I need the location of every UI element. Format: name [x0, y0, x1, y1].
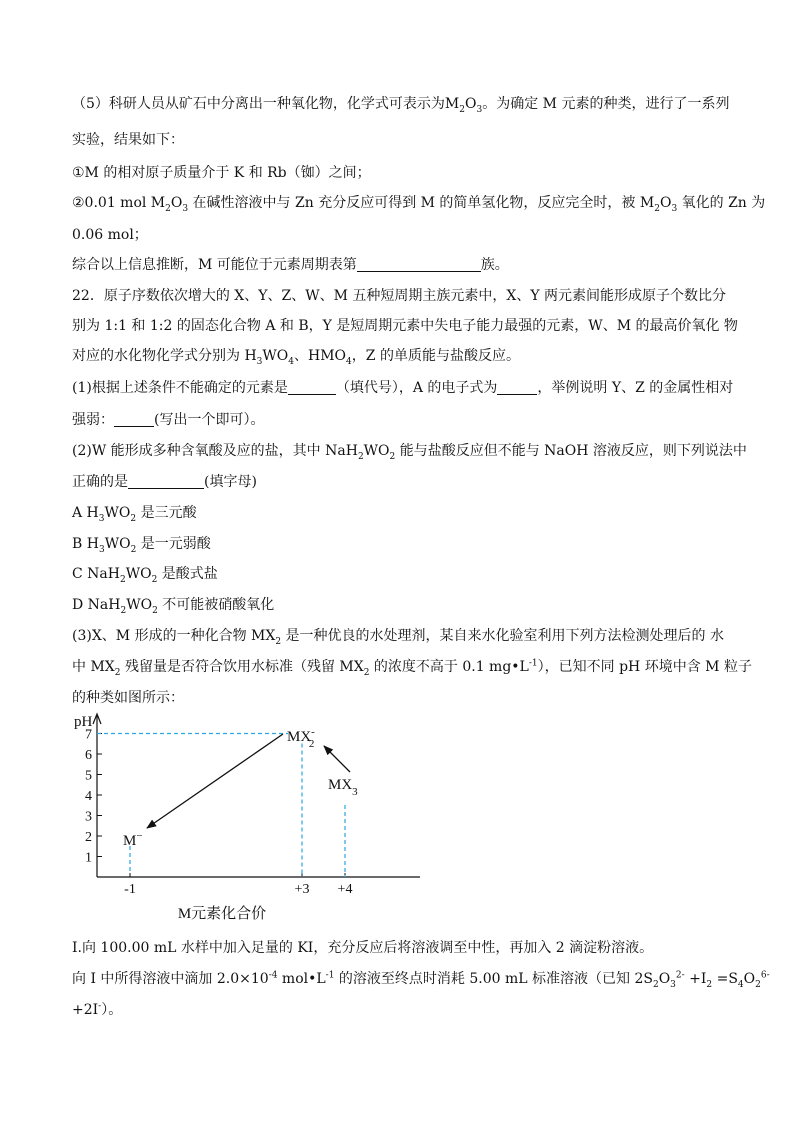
- y-tick-label: 3: [85, 809, 92, 825]
- answer-blank: [114, 425, 154, 427]
- q22-part3-line2: 中 $MX_2$ 残留量是否符合饮用水标准（残留 $MX_2$ 的浓度不高于 0.1 $mg•L^{-1}$），已知不同 pH 环境中含 M 粒子: [72, 658, 752, 678]
- step-2: 向 I 中所得溶液中滴加 $2.0\times 10^{-4}$ $mol•L^{-1}$ 的溶液至终点时消耗 5.00 mL 标准溶液（已知 $2S_2O_3^{2-} +I_2 =S_4O_2^{6-}$: [72, 970, 770, 990]
- answer-blank: [497, 393, 537, 395]
- species-label-mx3: $MX_3$: [328, 777, 358, 798]
- q22-part3: (3)X、M 形成的一种化合物 $MX_2$ 是一种优良的水处理剂，某自来水化验室利用下列方法检测处理后的 水: [72, 628, 724, 647]
- q5-item-2: ②0.01 mol $M_2O_3$ 在碱性溶液中与 Zn 充分反应可得到 M 的简单氢化物，反应完全时，被 $M_2O_3$ 氧化的 Zn 为: [72, 195, 766, 214]
- arrow-mx2-to-m: [147, 734, 283, 828]
- y-tick-label: 4: [85, 789, 92, 804]
- q22-stem-3: 对应的水化物化学式分别为 $H_3WO_4$、$HMO_4$，Z 的单质能与盐酸反应。: [72, 348, 520, 367]
- y-axis-arrow: [93, 714, 101, 724]
- y-tick-label: 7: [85, 727, 92, 743]
- q22-stem-2: 别为 1:1 和 1:2 的固态化合物 A 和 B，Y 是短周期元素中失电子能力最强的元素，W、M 的最高价氧化 物: [72, 318, 738, 334]
- y-tick-label: 1: [85, 850, 92, 866]
- option-b: B $H_3WO_2$ 是一元弱酸: [72, 536, 211, 555]
- y-tick-label: 6: [85, 748, 92, 763]
- q22-stem-1: 22．原子序数依次增大的 X、Y、Z、W、M 五种短周期主族元素中，X、Y 两元素间能形成原子个数比分: [72, 288, 727, 304]
- answer-blank: [357, 270, 481, 272]
- option-c: C $NaH_2WO_2$ 是酸式盐: [72, 566, 218, 585]
- species-label-m-minus: M−: [123, 830, 143, 849]
- q5-conclusion: 综合以上信息推断，M 可能位于元素周期表第 族。: [72, 257, 509, 273]
- q22-part3-line3: 的种类如图所示：: [72, 690, 184, 706]
- answer-blank: [288, 393, 336, 395]
- step-1: I.向 100.00 mL 水样中加入足量的 KI，充分反应后将溶液调至中性，再加入 2 滴淀粉溶液。: [72, 940, 654, 956]
- species-label-mx2-minus: MX-2: [287, 726, 315, 750]
- arrow-mx3-to-mx2: [324, 746, 350, 772]
- q5-intro: （5）科研人员从矿石中分离出一种氧化物，化学式可表示为$M_2O_3$。为确定 M 元素的种类，进行了一系列: [72, 96, 730, 115]
- q5-intro-line2: 实验，结果如下：: [72, 132, 184, 148]
- x-tick-label: +4: [337, 882, 353, 897]
- q22-part1: (1)根据上述条件不能确定的元素是 （填代号），A 的电子式为 ，举例说明 Y、Z 的金属性相对: [72, 380, 734, 396]
- q22-part2-line2: 正确的是 (填字母): [72, 474, 257, 490]
- answer-blank: [128, 487, 204, 489]
- step-2-line2: +2I-）。: [72, 1001, 123, 1018]
- y-axis-label: pH: [74, 714, 93, 730]
- q5-item-2-line2: 0.06 mol；: [72, 227, 148, 243]
- x-tick-label: +3: [294, 882, 310, 897]
- q22-part1-line2: 强弱： (写出一个即可）。: [72, 412, 265, 428]
- option-a: A $H_3WO_2$ 是三元酸: [72, 505, 197, 524]
- y-tick-label: 5: [85, 768, 92, 784]
- chart-plot-area: [74, 714, 420, 922]
- y-tick-label: 2: [85, 830, 92, 845]
- q5-item-1: ①M 的相对原子质量介于 K 和 Rb（铷）之间；: [72, 165, 371, 181]
- q22-part2: (2)W 能形成多种含氧酸及应的盐，其中 $NaH_2WO_2$ 能与盐酸反应但不能与 NaOH 溶液反应，则下列说法中: [72, 443, 747, 462]
- x-tick-label: -1: [124, 882, 136, 897]
- x-axis-label: M元素化合价: [177, 906, 267, 922]
- option-d: D $NaH_2WO_2$ 不可能被硝酸氧化: [72, 597, 275, 616]
